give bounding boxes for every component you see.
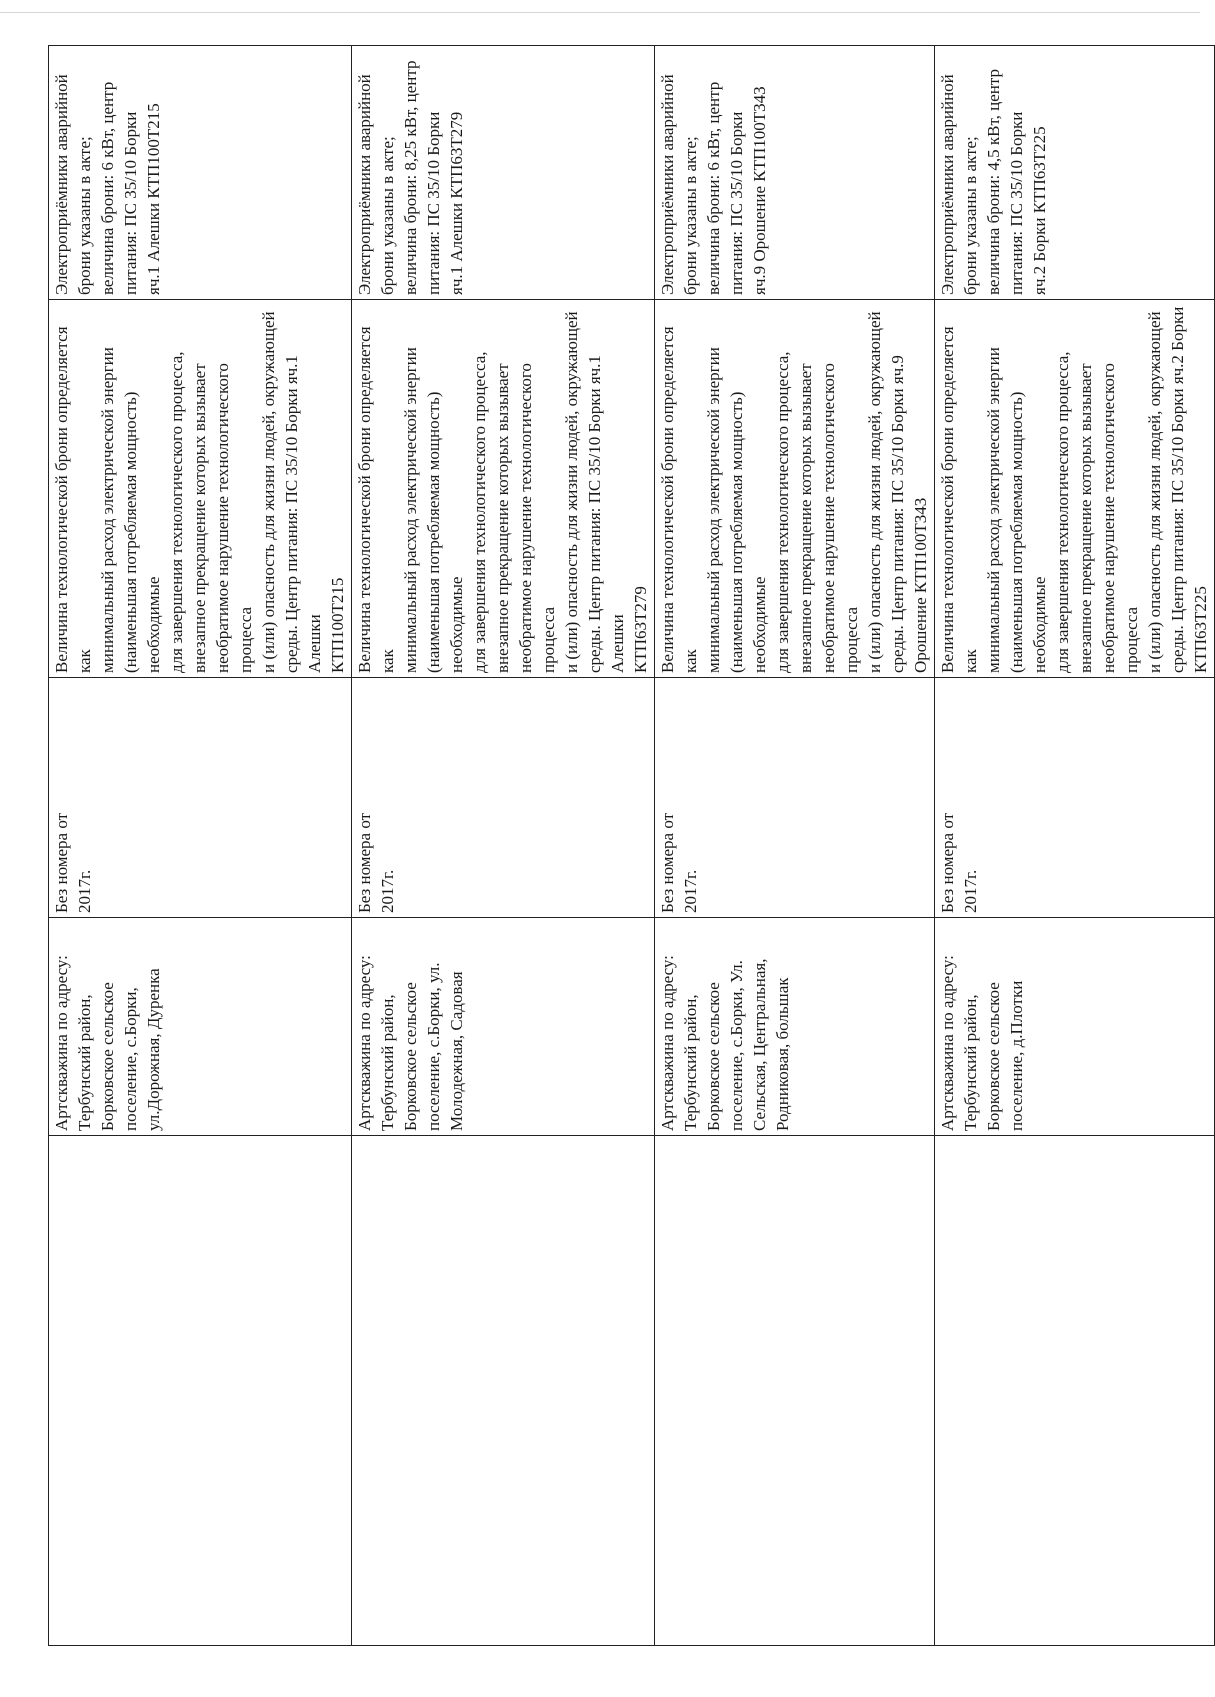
object-cell bbox=[352, 918, 655, 1136]
object-address: Артскважина по адресу: Тербунский район, Борковское сельское поселение, д.Плотки bbox=[938, 955, 1026, 1131]
emergency-reserve-table bbox=[48, 45, 1215, 1646]
description-cell bbox=[655, 300, 935, 678]
object-cell bbox=[935, 918, 1215, 1136]
act-cell bbox=[655, 678, 935, 918]
empty-cell bbox=[935, 1136, 1215, 1646]
act-number: Без номера от 2017г. bbox=[52, 812, 94, 913]
act-number: Без номера от 2017г. bbox=[355, 812, 397, 913]
reserve-description: Величина технологической брони определяется как минимальный расход электрической энергии (наименьшая потребляемая мощность) необходимые для завершения технологического процесса, внезапное прекращение которых вызывает необратимое нарушение технологического процесса и (или) опасность для жизни людей, окружающей среды. Центр питания: ПС 35/10 Борки яч.1 Алешки КТП63Т279 bbox=[355, 311, 650, 673]
object-address: Артскважина по адресу: Тербунский район, Борковское сельское поселение, с.Борки, ул.Дорожная, Дуренка bbox=[52, 955, 163, 1131]
scan-edge-line bbox=[0, 12, 1200, 13]
receivers-cell bbox=[49, 46, 352, 300]
document-page bbox=[25, 0, 1210, 1697]
table-row bbox=[49, 46, 352, 1646]
description-cell bbox=[49, 300, 352, 678]
receivers-cell bbox=[655, 46, 935, 300]
reserve-description: Величина технологической брони определяется как минимальный расход электрической энергии (наименьшая потребляемая мощность) необходимые для завершения технологического процесса, внезапное прекращение которых вызывает необратимое нарушение технологического процесса и (или) опасность для жизни людей, окружающей среды. Центр питания: ПС 35/10 Борки яч.2 Борки КТП63Т225 bbox=[938, 306, 1210, 673]
receivers-text: Электроприёмники аварийной брони указаны в акте; величина брони: 8,25 кВт, центр питания: ПС 35/10 Борки яч.1 Алешки КТП63Т279 bbox=[355, 60, 466, 295]
receivers-text: Электроприёмники аварийной брони указаны в акте; величина брони: 6 кВт, центр питания: ПС 35/10 Борки яч.1 Алешки КТП100Т215 bbox=[52, 74, 163, 295]
receivers-text: Электроприёмники аварийной брони указаны в акте; величина брони: 4,5 кВт, центр питания: ПС 35/10 Борки яч.2 Борки КТП63Т225 bbox=[938, 68, 1049, 295]
object-address: Артскважина по адресу: Тербунский район, Борковское сельское поселение, с.Борки, Ул. Сельская, Центральная, Родниковая, большак bbox=[658, 955, 792, 1131]
object-cell bbox=[655, 918, 935, 1136]
description-cell bbox=[935, 300, 1215, 678]
receivers-cell bbox=[935, 46, 1215, 300]
description-cell bbox=[352, 300, 655, 678]
table-row bbox=[655, 46, 935, 1646]
receivers-text: Электроприёмники аварийной брони указаны в акте; величина брони: 6 кВт, центр питания: ПС 35/10 Борки яч.9 Орошение КТП100Т343 bbox=[658, 74, 769, 295]
table-row bbox=[935, 46, 1215, 1646]
act-cell bbox=[352, 678, 655, 918]
act-number: Без номера от 2017г. bbox=[938, 812, 980, 913]
act-cell bbox=[49, 678, 352, 918]
empty-cell bbox=[49, 1136, 352, 1646]
reserve-description: Величина технологической брони определяется как минимальный расход электрической энергии (наименьшая потребляемая мощность) необходимые для завершения технологического процесса, внезапное прекращение которых вызывает необратимое нарушение технологического процесса и (или) опасность для жизни людей, окружающей среды. Центр питания: ПС 35/10 Борки яч.1 Алешки КТП100Т215 bbox=[52, 311, 347, 673]
empty-cell bbox=[655, 1136, 935, 1646]
empty-cell bbox=[352, 1136, 655, 1646]
object-cell bbox=[49, 918, 352, 1136]
receivers-cell bbox=[352, 46, 655, 300]
reserve-description: Величина технологической брони определяется как минимальный расход электрической энергии (наименьшая потребляемая мощность) необходимые для завершения технологического процесса, внезапное прекращение которых вызывает необратимое нарушение технологического процесса и (или) опасность для жизни людей, окружающей среды. Центр питания: ПС 35/10 Борки яч.9 Орошение КТП100Т343 bbox=[658, 311, 930, 673]
table-row bbox=[352, 46, 655, 1646]
act-cell bbox=[935, 678, 1215, 918]
act-number: Без номера от 2017г. bbox=[658, 812, 700, 913]
object-address: Артскважина по адресу: Тербунский район, Борковское сельское поселение, с.Борки, ул. Молодежная, Садовая bbox=[355, 955, 466, 1131]
